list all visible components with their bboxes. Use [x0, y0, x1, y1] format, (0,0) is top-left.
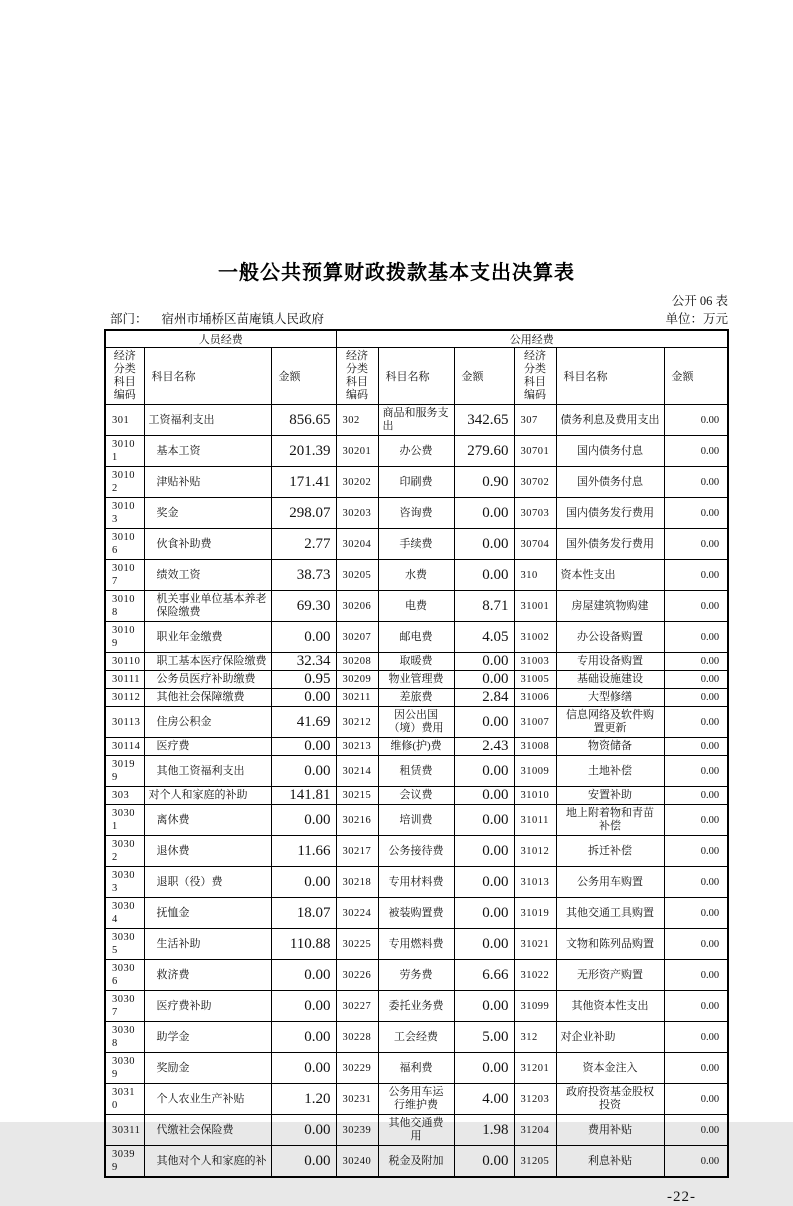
table-row	[105, 991, 728, 1022]
table-row	[105, 1146, 728, 1178]
subject-name-cell: 土地补偿	[556, 756, 664, 787]
amount-cell: 298.07	[271, 498, 336, 529]
amount-cell: 0.00	[454, 867, 514, 898]
amount-cell: 0.00	[454, 671, 514, 689]
code-cell: 312	[514, 1022, 556, 1053]
code-cell: 30203	[336, 498, 378, 529]
subject-name-cell: 电费	[378, 591, 454, 622]
subject-name-cell: 基本工资	[144, 436, 271, 467]
amount-cell: 342.65	[454, 405, 514, 436]
amount-cell: 0.00	[271, 867, 336, 898]
code-cell: 30218	[336, 867, 378, 898]
subject-name-cell: 助学金	[144, 1022, 271, 1053]
subject-name-cell: 工会经费	[378, 1022, 454, 1053]
code-cell: 30704	[514, 529, 556, 560]
code-cell: 31022	[514, 960, 556, 991]
code-cell: 31002	[514, 622, 556, 653]
table-row	[105, 1022, 728, 1053]
table-row	[105, 929, 728, 960]
code-cell: 30229	[336, 1053, 378, 1084]
col-header-name-1: 科目名称	[144, 348, 271, 405]
code-cell: 30228	[336, 1022, 378, 1053]
subject-name-cell: 其他资本性支出	[556, 991, 664, 1022]
subject-name-cell: 其他社会保障缴费	[144, 689, 271, 707]
amount-cell: 38.73	[271, 560, 336, 591]
amount-cell: 0.00	[271, 805, 336, 836]
amount-cell: 0.00	[664, 1053, 728, 1084]
subject-name-cell: 医疗费补助	[144, 991, 271, 1022]
code-cell: 30205	[336, 560, 378, 591]
amount-cell: 0.00	[664, 591, 728, 622]
code-cell: 31011	[514, 805, 556, 836]
group-header-personnel: 人员经费	[105, 330, 336, 348]
code-cell: 30216	[336, 805, 378, 836]
code-cell: 30304	[105, 898, 144, 929]
subject-name-cell: 住房公积金	[144, 707, 271, 738]
subject-name-cell: 职工基本医疗保险缴费	[144, 653, 271, 671]
amount-cell: 0.00	[454, 498, 514, 529]
subject-name-cell: 邮电费	[378, 622, 454, 653]
subject-name-cell: 公务用车购置	[556, 867, 664, 898]
table-row	[105, 653, 728, 671]
table-row	[105, 756, 728, 787]
amount-cell: 0.00	[454, 1146, 514, 1178]
subject-name-cell: 办公费	[378, 436, 454, 467]
amount-cell: 0.00	[271, 1115, 336, 1146]
department	[104, 311, 324, 327]
subject-name-cell: 利息补贴	[556, 1146, 664, 1178]
subject-name-cell: 福利费	[378, 1053, 454, 1084]
amount-cell: 0.00	[454, 898, 514, 929]
subject-name-cell: 资本金注入	[556, 1053, 664, 1084]
amount-cell: 0.00	[664, 1022, 728, 1053]
subject-name-cell: 咨询费	[378, 498, 454, 529]
amount-cell: 0.00	[664, 836, 728, 867]
amount-cell: 0.00	[454, 756, 514, 787]
amount-cell: 0.00	[664, 929, 728, 960]
amount-cell: 1.98	[454, 1115, 514, 1146]
subject-name-cell: 资本性支出	[556, 560, 664, 591]
column-header-row	[105, 348, 728, 405]
amount-cell: 8.71	[454, 591, 514, 622]
subject-name-cell: 政府投资基金股权投资	[556, 1084, 664, 1115]
code-cell: 30302	[105, 836, 144, 867]
amount-cell: 0.00	[454, 653, 514, 671]
amount-cell: 0.00	[454, 560, 514, 591]
table-row	[105, 836, 728, 867]
code-cell: 30211	[336, 689, 378, 707]
amount-cell: 41.69	[271, 707, 336, 738]
subject-name-cell: 公务接待费	[378, 836, 454, 867]
code-cell: 31001	[514, 591, 556, 622]
code-cell: 31201	[514, 1053, 556, 1084]
subject-name-cell: 商品和服务支出	[378, 405, 454, 436]
code-cell: 30206	[336, 591, 378, 622]
subject-name-cell: 会议费	[378, 787, 454, 805]
col-header-amount-3: 金额	[664, 348, 728, 405]
code-cell: 30101	[105, 436, 144, 467]
amount-cell: 279.60	[454, 436, 514, 467]
subject-name-cell: 奖金	[144, 498, 271, 529]
amount-cell: 0.00	[664, 622, 728, 653]
code-cell: 30310	[105, 1084, 144, 1115]
amount-cell: 0.00	[664, 1146, 728, 1178]
code-cell: 30308	[105, 1022, 144, 1053]
code-cell: 30227	[336, 991, 378, 1022]
amount-cell: 0.00	[454, 707, 514, 738]
subject-name-cell: 取暖费	[378, 653, 454, 671]
amount-cell: 0.00	[664, 1115, 728, 1146]
table-row	[105, 707, 728, 738]
code-cell: 30311	[105, 1115, 144, 1146]
subject-name-cell: 公务员医疗补助缴费	[144, 671, 271, 689]
form-number-label: 公开 06 表	[671, 294, 728, 308]
table-row	[105, 405, 728, 436]
code-cell: 30701	[514, 436, 556, 467]
subject-name-cell: 税金及附加	[378, 1146, 454, 1178]
table-row	[105, 1084, 728, 1115]
code-cell: 31012	[514, 836, 556, 867]
amount-cell: 2.84	[454, 689, 514, 707]
table-row	[105, 671, 728, 689]
meta-row	[104, 311, 728, 327]
code-cell: 31007	[514, 707, 556, 738]
subject-name-cell: 国内债务付息	[556, 436, 664, 467]
code-cell: 30306	[105, 960, 144, 991]
subject-name-cell: 文物和陈列品购置	[556, 929, 664, 960]
amount-cell: 0.00	[271, 991, 336, 1022]
subject-name-cell: 差旅费	[378, 689, 454, 707]
amount-cell: 0.00	[454, 991, 514, 1022]
amount-cell: 0.00	[664, 707, 728, 738]
subject-name-cell: 地上附着物和青苗补偿	[556, 805, 664, 836]
code-cell: 31019	[514, 898, 556, 929]
amount-cell: 0.00	[454, 787, 514, 805]
code-cell: 30399	[105, 1146, 144, 1178]
table-row	[105, 867, 728, 898]
code-cell: 30103	[105, 498, 144, 529]
amount-cell: 141.81	[271, 787, 336, 805]
code-cell: 31006	[514, 689, 556, 707]
subject-name-cell: 绩效工资	[144, 560, 271, 591]
code-cell: 31009	[514, 756, 556, 787]
code-cell: 301	[105, 405, 144, 436]
subject-name-cell: 因公出国（境）费用	[378, 707, 454, 738]
code-cell: 310	[514, 560, 556, 591]
amount-cell: 0.00	[454, 836, 514, 867]
table-row	[105, 436, 728, 467]
subject-name-cell: 费用补贴	[556, 1115, 664, 1146]
code-cell: 30107	[105, 560, 144, 591]
subject-name-cell: 救济费	[144, 960, 271, 991]
code-cell: 30214	[336, 756, 378, 787]
subject-name-cell: 委托业务费	[378, 991, 454, 1022]
col-header-code-3: 经济分类科目编码	[514, 348, 556, 405]
code-cell: 30201	[336, 436, 378, 467]
subject-name-cell: 劳务费	[378, 960, 454, 991]
amount-cell: 0.00	[664, 756, 728, 787]
code-cell: 30240	[336, 1146, 378, 1178]
code-cell: 30102	[105, 467, 144, 498]
code-cell: 31205	[514, 1146, 556, 1178]
table-row	[105, 560, 728, 591]
amount-cell: 0.00	[664, 405, 728, 436]
subject-name-cell: 维修(护)费	[378, 738, 454, 756]
budget-table-body	[105, 405, 728, 1178]
amount-cell: 0.00	[664, 738, 728, 756]
table-row	[105, 1115, 728, 1146]
table-row	[105, 622, 728, 653]
code-cell: 30231	[336, 1084, 378, 1115]
subject-name-cell: 拆迁补偿	[556, 836, 664, 867]
subject-name-cell: 机关事业单位基本养老保险缴费	[144, 591, 271, 622]
amount-cell: 0.00	[271, 1053, 336, 1084]
code-cell: 30309	[105, 1053, 144, 1084]
amount-cell: 0.90	[454, 467, 514, 498]
code-cell: 30207	[336, 622, 378, 653]
subject-name-cell: 对企业补助	[556, 1022, 664, 1053]
code-cell: 30110	[105, 653, 144, 671]
code-cell: 31204	[514, 1115, 556, 1146]
code-cell: 30225	[336, 929, 378, 960]
code-cell: 30199	[105, 756, 144, 787]
code-cell: 30215	[336, 787, 378, 805]
code-cell: 30212	[336, 707, 378, 738]
subject-name-cell: 对个人和家庭的补助	[144, 787, 271, 805]
amount-cell: 2.43	[454, 738, 514, 756]
code-cell: 30224	[336, 898, 378, 929]
subject-name-cell: 伙食补助费	[144, 529, 271, 560]
code-cell: 30301	[105, 805, 144, 836]
subject-name-cell: 培训费	[378, 805, 454, 836]
amount-cell: 0.00	[664, 787, 728, 805]
table-row	[105, 689, 728, 707]
col-header-amount-1: 金额	[271, 348, 336, 405]
subject-name-cell: 房屋建筑物购建	[556, 591, 664, 622]
table-row	[105, 787, 728, 805]
subject-name-cell: 退休费	[144, 836, 271, 867]
subject-name-cell: 津贴补贴	[144, 467, 271, 498]
amount-cell: 0.00	[664, 653, 728, 671]
subject-name-cell: 无形资产购置	[556, 960, 664, 991]
code-cell: 302	[336, 405, 378, 436]
subject-name-cell: 专用燃料费	[378, 929, 454, 960]
amount-cell: 5.00	[454, 1022, 514, 1053]
subject-name-cell: 其他对个人和家庭的补	[144, 1146, 271, 1178]
amount-cell: 1.20	[271, 1084, 336, 1115]
code-cell: 30108	[105, 591, 144, 622]
subject-name-cell: 租赁费	[378, 756, 454, 787]
subject-name-cell: 基础设施建设	[556, 671, 664, 689]
code-cell: 31005	[514, 671, 556, 689]
subject-name-cell: 公务用车运行维护费	[378, 1084, 454, 1115]
subject-name-cell: 专用材料费	[378, 867, 454, 898]
code-cell: 31013	[514, 867, 556, 898]
code-cell: 30303	[105, 867, 144, 898]
department-value: 宿州市埇桥区苗庵镇人民政府	[161, 312, 325, 326]
page-number: -22-	[667, 1189, 696, 1205]
subject-name-cell: 生活补助	[144, 929, 271, 960]
amount-cell: 0.95	[271, 671, 336, 689]
amount-cell: 0.00	[271, 1022, 336, 1053]
amount-cell: 0.00	[664, 991, 728, 1022]
subject-name-cell: 办公设备购置	[556, 622, 664, 653]
col-header-name-3: 科目名称	[556, 348, 664, 405]
group-header-row	[105, 330, 728, 348]
subject-name-cell: 代缴社会保险费	[144, 1115, 271, 1146]
amount-cell: 0.00	[271, 689, 336, 707]
code-cell: 30305	[105, 929, 144, 960]
subject-name-cell: 抚恤金	[144, 898, 271, 929]
amount-cell: 0.00	[664, 560, 728, 591]
amount-cell: 0.00	[454, 1053, 514, 1084]
subject-name-cell: 工资福利支出	[144, 405, 271, 436]
page-title: 一般公共预算财政拨款基本支出决算表	[218, 262, 575, 284]
amount-cell: 856.65	[271, 405, 336, 436]
code-cell: 30204	[336, 529, 378, 560]
code-cell: 30114	[105, 738, 144, 756]
code-cell: 30239	[336, 1115, 378, 1146]
code-cell: 30217	[336, 836, 378, 867]
subject-name-cell: 退职（役）费	[144, 867, 271, 898]
amount-cell: 0.00	[271, 622, 336, 653]
table-row	[105, 498, 728, 529]
code-cell: 30112	[105, 689, 144, 707]
unit-label: 单位：万元	[665, 312, 728, 326]
col-header-name-2: 科目名称	[378, 348, 454, 405]
amount-cell: 32.34	[271, 653, 336, 671]
table-row	[105, 960, 728, 991]
code-cell: 31003	[514, 653, 556, 671]
amount-cell: 2.77	[271, 529, 336, 560]
document-content	[104, 294, 728, 1178]
subject-name-cell: 国外债务发行费用	[556, 529, 664, 560]
subject-name-cell: 专用设备购置	[556, 653, 664, 671]
code-cell: 31010	[514, 787, 556, 805]
table-row	[105, 738, 728, 756]
amount-cell: 11.66	[271, 836, 336, 867]
code-cell: 31099	[514, 991, 556, 1022]
amount-cell: 0.00	[454, 529, 514, 560]
code-cell: 31021	[514, 929, 556, 960]
amount-cell: 0.00	[271, 1146, 336, 1178]
subject-name-cell: 离休费	[144, 805, 271, 836]
amount-cell: 0.00	[271, 738, 336, 756]
amount-cell: 171.41	[271, 467, 336, 498]
amount-cell: 4.00	[454, 1084, 514, 1115]
amount-cell: 0.00	[271, 960, 336, 991]
code-cell: 31008	[514, 738, 556, 756]
amount-cell: 0.00	[664, 960, 728, 991]
amount-cell: 0.00	[664, 529, 728, 560]
subject-name-cell: 职业年金缴费	[144, 622, 271, 653]
code-cell: 31203	[514, 1084, 556, 1115]
subject-name-cell: 大型修缮	[556, 689, 664, 707]
subject-name-cell: 印刷费	[378, 467, 454, 498]
amount-cell: 0.00	[664, 671, 728, 689]
budget-table	[104, 329, 729, 1178]
subject-name-cell: 被装购置费	[378, 898, 454, 929]
department-label: 部门：	[110, 312, 148, 326]
code-cell: 30307	[105, 991, 144, 1022]
amount-cell: 0.00	[664, 898, 728, 929]
subject-name-cell: 其他交通工具购置	[556, 898, 664, 929]
amount-cell: 4.05	[454, 622, 514, 653]
amount-cell: 0.00	[664, 498, 728, 529]
subject-name-cell: 债务利息及费用支出	[556, 405, 664, 436]
table-row	[105, 898, 728, 929]
table-row	[105, 591, 728, 622]
col-header-code-1: 经济分类科目编码	[105, 348, 144, 405]
amount-cell: 0.00	[454, 929, 514, 960]
subject-name-cell: 手续费	[378, 529, 454, 560]
amount-cell: 0.00	[664, 467, 728, 498]
subject-name-cell: 奖励金	[144, 1053, 271, 1084]
table-row	[105, 467, 728, 498]
code-cell: 30208	[336, 653, 378, 671]
amount-cell: 0.00	[664, 867, 728, 898]
amount-cell: 201.39	[271, 436, 336, 467]
col-header-code-2: 经济分类科目编码	[336, 348, 378, 405]
code-cell: 30106	[105, 529, 144, 560]
code-cell: 30111	[105, 671, 144, 689]
code-cell: 303	[105, 787, 144, 805]
col-header-amount-2: 金额	[454, 348, 514, 405]
code-cell: 30209	[336, 671, 378, 689]
subject-name-cell: 安置补助	[556, 787, 664, 805]
subject-name-cell: 其他交通费用	[378, 1115, 454, 1146]
code-cell: 30226	[336, 960, 378, 991]
subject-name-cell: 信息网络及软件购置更新	[556, 707, 664, 738]
code-cell: 30109	[105, 622, 144, 653]
subject-name-cell: 水费	[378, 560, 454, 591]
subject-name-cell: 国外债务付息	[556, 467, 664, 498]
subject-name-cell: 个人农业生产补贴	[144, 1084, 271, 1115]
amount-cell: 0.00	[454, 805, 514, 836]
table-row	[105, 529, 728, 560]
amount-cell: 0.00	[664, 1084, 728, 1115]
amount-cell: 0.00	[664, 689, 728, 707]
amount-cell: 18.07	[271, 898, 336, 929]
amount-cell: 0.00	[664, 436, 728, 467]
subject-name-cell: 国内债务发行费用	[556, 498, 664, 529]
code-cell: 30113	[105, 707, 144, 738]
subject-name-cell: 物资储备	[556, 738, 664, 756]
code-cell: 30703	[514, 498, 556, 529]
subject-name-cell: 物业管理费	[378, 671, 454, 689]
subject-name-cell: 医疗费	[144, 738, 271, 756]
amount-cell: 0.00	[664, 805, 728, 836]
amount-cell: 110.88	[271, 929, 336, 960]
code-cell: 30213	[336, 738, 378, 756]
table-row	[105, 1053, 728, 1084]
code-cell: 307	[514, 405, 556, 436]
code-cell: 30202	[336, 467, 378, 498]
group-header-public: 公用经费	[336, 330, 728, 348]
code-cell: 30702	[514, 467, 556, 498]
amount-cell: 69.30	[271, 591, 336, 622]
subject-name-cell: 其他工资福利支出	[144, 756, 271, 787]
amount-cell: 6.66	[454, 960, 514, 991]
table-row	[105, 805, 728, 836]
amount-cell: 0.00	[271, 756, 336, 787]
